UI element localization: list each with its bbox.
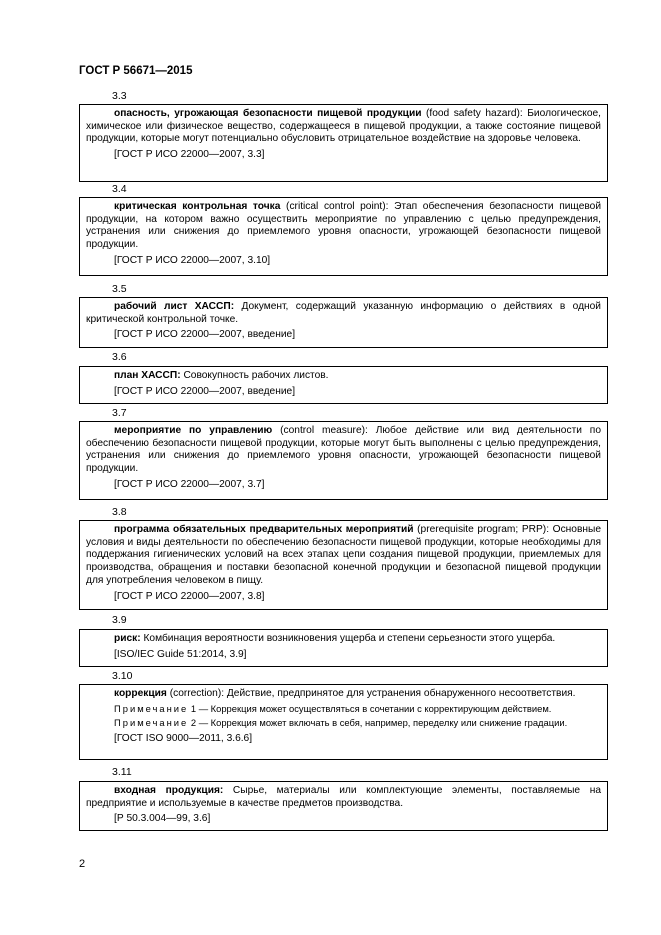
page-number: 2 [79,858,86,870]
definition-body: : Биологическое, химическое или физическое вещество, содержащееся в пищевой продукции, а также состояние пищевой продукции, которые могут потенциально обусловить отрицательное воздействие на здоровье человека. [86,108,601,145]
entry-number: 3.9 [112,614,127,626]
term-english: (critical control point) [280,201,386,212]
definition-body: : Основные условия и виды деятельности по обеспечению безопасности пищевой продукции, которые необходимы для поддержания гигиенических условий на всех этапах цепи создания пищевой продукции, приемлемых для производства, обращения и поставки безопасной конечной продукции и безопасной пищевой продукции для употребления человеком в пищу. [86,524,601,586]
definition-text [86,370,601,383]
term-english: (food safety hazard) [421,108,520,119]
source-reference: [ГОСТ Р ИСО 22000—2007, 3.3] [114,149,265,161]
note-label: Примечание [114,717,189,729]
definition-text [86,633,601,646]
note [114,703,601,716]
source-reference: [ГОСТ Р ИСО 22000—2007, 3.10] [114,254,271,266]
term: входная продукция: [114,785,224,796]
source-reference: [ГОСТ Р ИСО 22000—2007, введение] [114,329,296,341]
source-reference: [Р 50.3.004—99, 3.6] [114,813,211,825]
definition-box [79,104,608,182]
definition-text [86,688,601,701]
term: риск: [114,633,141,644]
entry-number: 3.11 [112,766,132,778]
term: опасность, угрожающая безопасности пищевой продукции [114,108,422,119]
definition-body: : Любое действие или вид деятельности по обеспечению безопасности пищевой продукции, которые могут быть выполнены с целью предупреждения, устранения или снижения до приемлемого уровня опасности, угрожающей безопасности пищевой продукции. [86,425,601,475]
definition-box [79,520,608,610]
entry-number: 3.6 [112,351,127,363]
term: мероприятие по управлению [114,425,273,436]
entry-number: 3.5 [112,283,127,295]
definition-box [79,629,608,667]
note [114,717,601,730]
note-label: Примечание [114,702,189,714]
source-reference: [ГОСТ Р ИСО 22000—2007, введение] [114,385,296,397]
definition-box [79,421,608,500]
term-english: (control measure) [272,425,366,436]
definition-body: : Действие, предпринятое для устранения обнаруженного несоответствия. [221,688,576,699]
entry-number: 3.3 [112,90,127,102]
term: план ХАССП: [114,370,181,381]
source-reference: [ГОСТ Р ИСО 22000—2007, 3.7] [114,478,265,490]
document-header: ГОСТ Р 56671—2015 [79,65,193,77]
definition-body: Сырье, материалы или комплектующие элементы, поставляемые на предприятие и используемые в качестве предметов производства. [86,785,601,809]
definition-body: : Этап обеспечения безопасности пищевой продукции, на котором важно осуществить мероприятие по управлению с целью предупреждения, устранения или снижения до приемлемого уровня опасности, угрожающей безопасности пищевой продукции. [86,201,602,251]
definition-body: Документ, содержащий указанную информацию о действиях в одной критической контрольной точке. [86,301,601,325]
entry-number: 3.4 [112,183,127,195]
definition-text [86,425,601,476]
source-reference: [ISO/IEC Guide 51:2014, 3.9] [114,648,247,660]
term: рабочий лист ХАССП: [114,301,235,312]
definition-text [86,524,601,588]
definition-text [86,201,601,252]
definition-body: Комбинация вероятности возникновения ущерба и степени серьезности этого ущерба. [140,633,556,644]
definition-text [86,108,601,146]
definition-text [86,301,601,326]
note-text: 2 — Коррекция может включать в себя, например, переделку или снижение градации. [188,717,568,729]
term: критическая контрольная точка [114,201,281,212]
definition-box [79,197,608,276]
note-text: 1 — Коррекция может осуществляться в сочетании с корректирующим действием. [188,702,552,714]
definition-box [79,366,608,404]
entry-number: 3.10 [112,670,133,682]
definition-box [79,781,608,831]
term: программа обязательных предварительных мероприятий [114,524,414,535]
term-english: (prerequisite program; PRP) [413,524,547,535]
entry-number: 3.8 [112,506,127,518]
entry-number: 3.7 [112,407,127,419]
definition-text [86,785,601,810]
source-reference: [ГОСТ ISO 9000—2011, 3.6.6] [114,733,253,745]
definition-box [79,297,608,348]
term-english: (correction) [166,688,222,699]
term: коррекция [114,688,167,699]
source-reference: [ГОСТ Р ИСО 22000—2007, 3.8] [114,590,265,602]
definition-box [79,684,608,760]
definition-body: Совокупность рабочих листов. [180,370,329,381]
